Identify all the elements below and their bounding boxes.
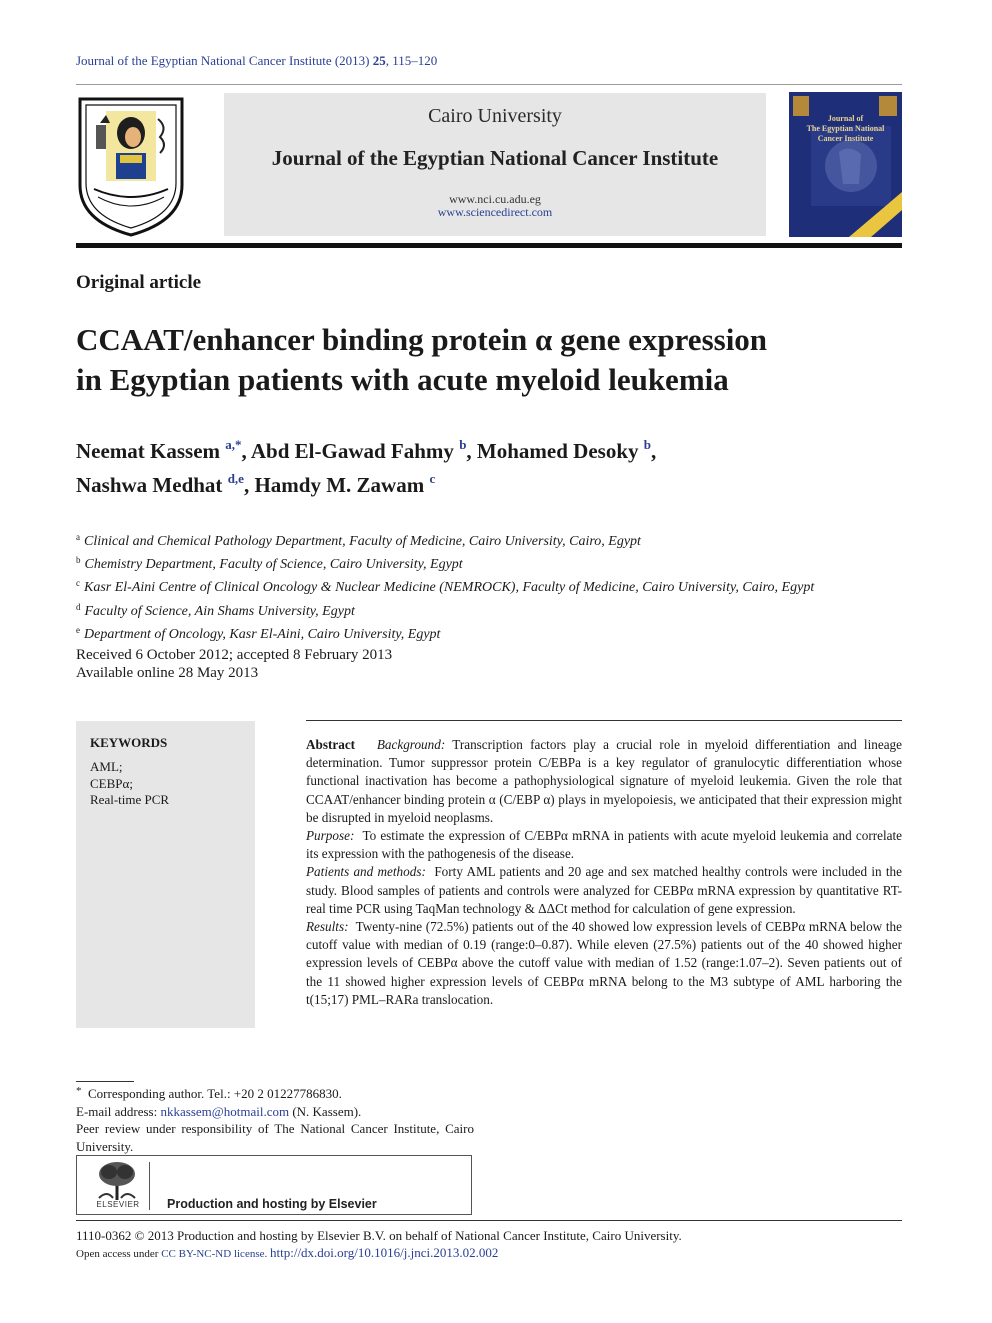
affiliation-text: Chemistry Department, Faculty of Science, Cairo University, Egypt (84, 557, 463, 573)
author-name[interactable]: Nashwa Medhat (76, 473, 228, 497)
affiliation-marker: d (76, 601, 81, 612)
abstract-label: Abstract (306, 737, 356, 752)
asterisk-marker: * (76, 1085, 82, 1097)
journal-url[interactable]: www.nci.cu.adu.eg (449, 192, 541, 206)
email-suffix: (N. Kassem). (289, 1103, 362, 1119)
abstract-purpose (306, 827, 902, 863)
keyword-item[interactable]: CEBPα; (90, 775, 133, 791)
author-sep: , (243, 473, 255, 497)
open-access-line (76, 1245, 498, 1261)
peer-review-note: Peer review under responsibility of The National Cancer Institute, Cairo University. (76, 1121, 474, 1154)
elsevier-hosting-box[interactable] (76, 1155, 472, 1215)
footnotes (76, 1083, 474, 1155)
sciencedirect-link[interactable]: www.sciencedirect.com (437, 205, 553, 219)
elsevier-tree-icon (95, 1160, 139, 1200)
corresponding-text: Corresponding author. Tel.: +20 2 01227786830. (88, 1086, 342, 1101)
cover-line-3: Cancer Institute (817, 134, 874, 143)
elsevier-divider (149, 1162, 150, 1210)
email-label: E-mail address: (76, 1103, 161, 1119)
authors-line-2 (76, 465, 902, 499)
journal-citation[interactable] (76, 53, 437, 69)
purpose-text: To estimate the expression of C/EBPα mRNA in patients with acute myeloid leukemia and correlate its expression with the pathogenesis of the disease. (306, 828, 902, 862)
abstract-divider (306, 720, 902, 721)
affiliation-marker: e (76, 624, 80, 635)
keywords-list (90, 759, 169, 809)
background-text: Transcription factors play a crucial role in myeloid differentiation and lineage determination. Tumor suppressor protein C/EBPa is a key regulator of granulocytic differentiation whose functional inactivation has become a pathophysiological signature of myeloid leukemia. Given the role that CCAAT/enhancer binding protein α (C/EBP α) plays in myelopoiesis, we anticipated that their expression might be disrupted in myeloid neoplasms. (306, 737, 903, 825)
author-name[interactable]: Neemat Kassem (76, 439, 226, 463)
article-dates (76, 646, 392, 682)
citation-journal: Journal of the Egyptian National Cancer Institute (2013) (76, 53, 370, 68)
elsevier-production-text: Production and hosting by Elsevier (167, 1197, 377, 1211)
author-name[interactable]: Abd El-Gawad Fahmy (250, 439, 460, 463)
author-name[interactable]: Mohamed Desoky (476, 439, 644, 463)
journal-cover[interactable] (789, 92, 902, 237)
purpose-label: Purpose: (306, 828, 355, 844)
journal-title: Journal of the Egyptian National Cancer Institute (271, 146, 719, 170)
title-line-1: CCAAT/enhancer binding protein α gene expression (76, 322, 768, 357)
affiliation-list (76, 528, 906, 644)
abstract-background (306, 736, 902, 827)
article-type: Original article (76, 272, 202, 293)
university-name: Cairo University (428, 105, 562, 127)
header-divider (76, 84, 902, 85)
abstract-results (306, 918, 902, 1009)
background-label: Background: (376, 737, 446, 752)
citation-volume: 25 (372, 53, 386, 68)
author-affil-sup[interactable]: b (643, 437, 651, 452)
author-sep: , (651, 439, 657, 463)
author-affil-sup[interactable]: c (429, 471, 436, 486)
license-link[interactable]: CC BY-NC-ND license. (161, 1248, 268, 1260)
author-affil-sup[interactable]: d,e (227, 471, 244, 486)
footer-divider (76, 1220, 902, 1221)
keywords-heading: KEYWORDS (90, 735, 168, 750)
author-affil-sup[interactable]: a,* (225, 437, 242, 452)
title-line-2: in Egyptian patients with acute myeloid leukemia (76, 362, 729, 397)
author-list (76, 431, 902, 499)
results-label: Results: (306, 919, 349, 935)
authors-line-1 (76, 431, 902, 465)
affiliation-text: Kasr El-Aini Centre of Clinical Oncology & Nuclear Medicine (NEMROCK), Faculty of Medicine, Cairo University, Cairo, Egypt (84, 580, 815, 596)
keyword-item[interactable]: AML; (90, 759, 123, 774)
affiliation-marker: b (76, 555, 81, 566)
article-title (76, 320, 902, 400)
methods-label: Patients and methods: (306, 864, 426, 880)
header-thick-rule (76, 243, 902, 248)
keyword-item[interactable]: Real-time PCR (90, 792, 170, 807)
email-line (76, 1103, 474, 1121)
methods-text: Forty AML patients and 20 age and sex matched healthy controls were included in the study. Blood samples of patients and controls were analyzed for CEBPα mRNA expression by quantitative RT-real time PCR using TaqMan technology & ΔΔCt method for calculation of gene expression. (306, 864, 902, 916)
elsevier-wordmark: ELSEVIER (96, 1200, 140, 1209)
journal-masthead (224, 93, 766, 236)
abstract-section (306, 736, 902, 1009)
author-sep: , (241, 439, 251, 463)
open-access-prefix: Open access under (76, 1248, 162, 1260)
copyright-line: 1110-0362 © 2013 Production and hosting by Elsevier B.V. on behalf of National Cancer Institute, Cairo University. (76, 1228, 682, 1243)
affiliation-item (76, 551, 906, 574)
affiliation-marker: c (76, 578, 80, 589)
corresponding-author (76, 1083, 474, 1103)
doi-link[interactable]: http://dx.doi.org/10.1016/j.jnci.2013.02.002 (270, 1245, 499, 1260)
affiliation-text: Department of Oncology, Kasr El-Aini, Cairo University, Egypt (84, 626, 441, 642)
university-seal-icon (76, 93, 186, 238)
abstract-methods (306, 863, 902, 918)
available-online-date: Available online 28 May 2013 (76, 665, 259, 681)
received-accepted-date: Received 6 October 2012; accepted 8 February 2013 (76, 647, 393, 663)
results-text: Twenty-nine (72.5%) patients out of the 40 showed low expression levels of CEBPα mRNA below the cutoff value with median of 0.19 (range:0–0.87). While eleven (27.5%) patients out of the 40 showed higher expression levels of CEBPα above the cutoff value with median of 1.52 (range:1.07–2). Seven patients out of the 11 showed higher expression levels of CEBPα mRNA belong to the M3 subtype of AML harboring the t(15;17) PML–RARa translocation. (306, 919, 902, 1007)
affiliation-item (76, 621, 906, 644)
author-name[interactable]: Hamdy M. Zawam (254, 473, 430, 497)
affiliation-marker: a (76, 532, 80, 542)
author-sep: , (466, 439, 477, 463)
affiliation-text: Clinical and Chemical Pathology Department, Faculty of Medicine, Cairo University, Cairo, Egypt (84, 534, 641, 549)
affiliation-item (76, 528, 906, 551)
affiliation-item (76, 598, 906, 621)
footnote-divider (76, 1081, 134, 1082)
keywords-panel (76, 721, 255, 1028)
author-affil-sup[interactable]: b (459, 437, 467, 452)
affiliation-text: Faculty of Science, Ain Shams University, Egypt (84, 603, 355, 619)
cover-line-1: Journal of (827, 114, 864, 123)
citation-pages: , 115–120 (385, 53, 438, 68)
affiliation-item (76, 574, 906, 597)
cairo-university-logo (76, 93, 186, 238)
email-link[interactable]: nkkassem@hotmail.com (160, 1103, 290, 1119)
cover-line-2: The Egyptian National (806, 124, 885, 133)
